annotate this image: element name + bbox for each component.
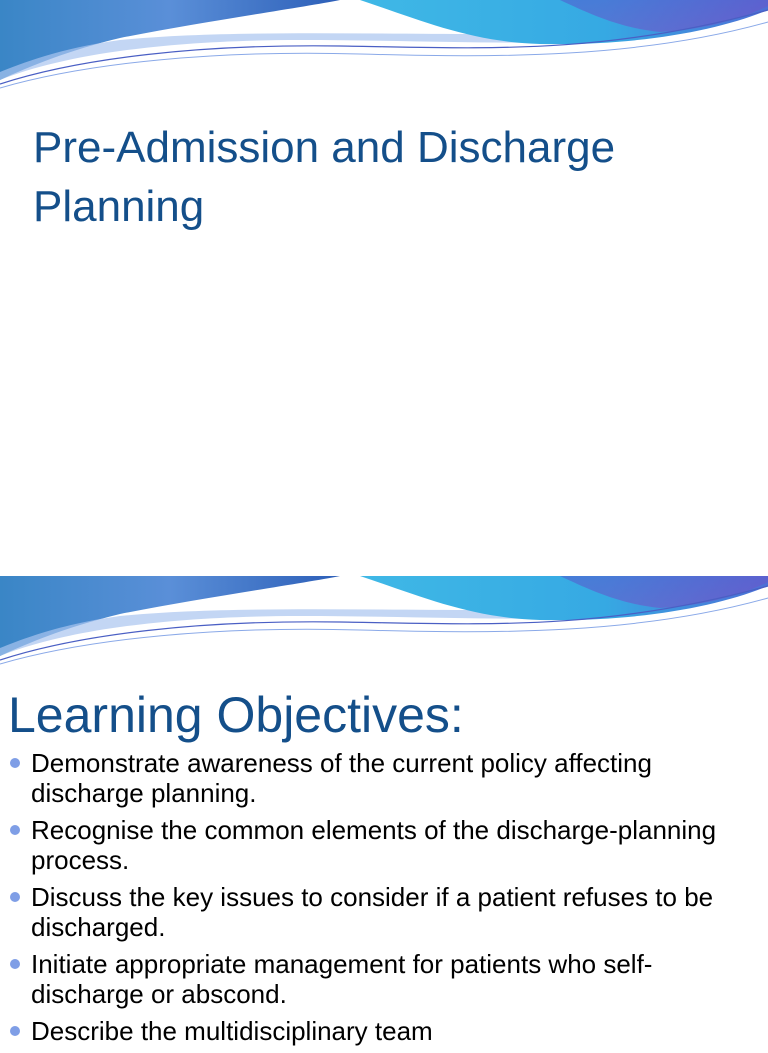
- objectives-list: [0, 748, 768, 1053]
- slide-title: Pre-Admission and Discharge Planning: [33, 123, 616, 231]
- list-item: [0, 882, 768, 942]
- list-item: [0, 815, 768, 875]
- objectives-slide: [0, 576, 768, 1046]
- list-item: [0, 1016, 768, 1046]
- list-item-text: Demonstrate awareness of the current policy affecting discharge planning.: [31, 748, 652, 808]
- list-item-text: Initiate appropriate management for patients who self-discharge or abscond.: [31, 949, 653, 1009]
- wave-banner: [0, 576, 768, 666]
- wave-banner: [0, 0, 768, 90]
- list-item-text: Describe the multidisciplinary team: [31, 1016, 433, 1046]
- slide-title: Learning Objectives:: [8, 687, 464, 743]
- bullet-icon: [10, 892, 20, 902]
- bullet-icon: [10, 758, 20, 768]
- list-item: [0, 949, 768, 1009]
- list-item: [0, 748, 768, 808]
- list-item-text: Recognise the common elements of the discharge-planning process.: [31, 815, 717, 875]
- bullet-icon: [10, 825, 20, 835]
- list-item-text: Discuss the key issues to consider if a patient refuses to be discharged.: [31, 882, 714, 942]
- bullet-icon: [10, 1026, 20, 1036]
- bullet-icon: [10, 959, 20, 969]
